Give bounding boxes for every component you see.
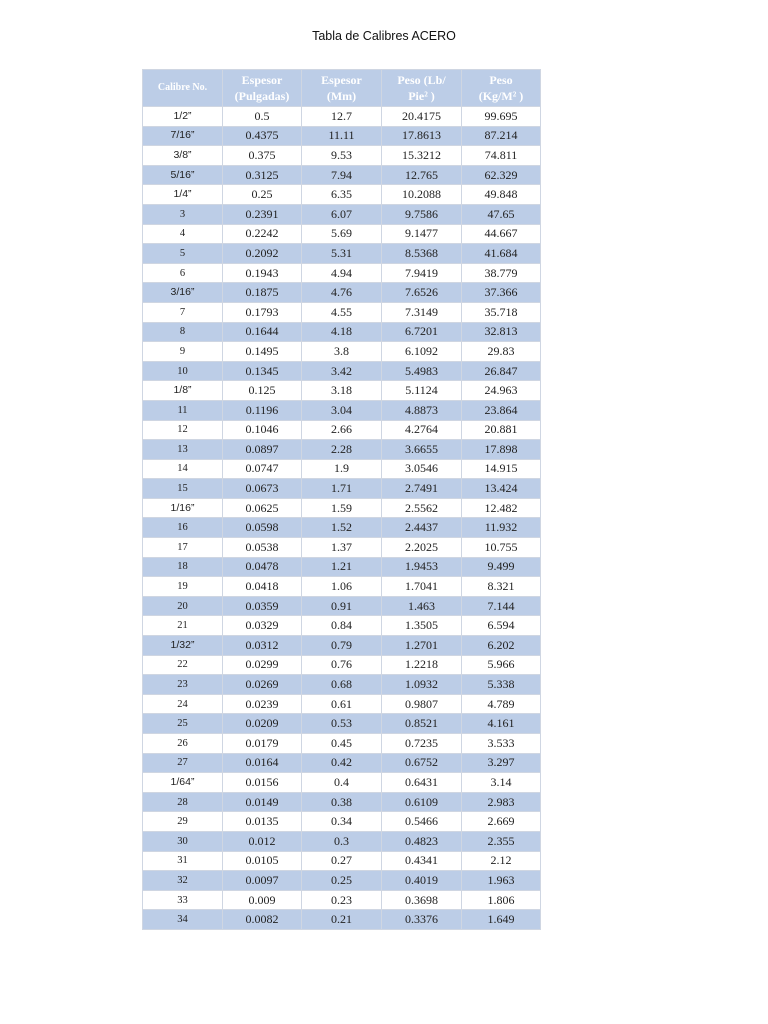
cell-espesor-mm: 1.9 [302, 459, 382, 479]
header-peso-kg-line2: (Kg/M² ) [478, 89, 524, 103]
table-row [143, 577, 541, 597]
cell-peso-lb-pie2: 0.6752 [382, 753, 462, 773]
table-body [143, 107, 541, 930]
cell-peso-lb-pie2: 15.3212 [382, 146, 462, 166]
table-row [143, 773, 541, 793]
cell-peso-lb-pie2: 1.7041 [382, 577, 462, 597]
cell-espesor-pulgadas: 0.0082 [223, 910, 302, 930]
cell-calibre: 22 [143, 655, 223, 675]
cell-espesor-mm: 0.21 [302, 910, 382, 930]
table-row [143, 459, 541, 479]
cell-peso-lb-pie2: 0.4019 [382, 871, 462, 891]
cell-espesor-mm: 0.38 [302, 792, 382, 812]
cell-espesor-pulgadas: 0.5 [223, 107, 302, 127]
cell-espesor-pulgadas: 0.0105 [223, 851, 302, 871]
cell-peso-lb-pie2: 12.765 [382, 165, 462, 185]
cell-peso-lb-pie2: 17.8613 [382, 126, 462, 146]
cell-espesor-pulgadas: 0.0299 [223, 655, 302, 675]
cell-calibre: 1/16” [143, 498, 223, 518]
cell-peso-kg-m2: 9.499 [462, 557, 541, 577]
cell-peso-kg-m2: 23.864 [462, 400, 541, 420]
cell-peso-kg-m2: 4.789 [462, 694, 541, 714]
cell-peso-kg-m2: 2.983 [462, 792, 541, 812]
cell-peso-kg-m2: 2.669 [462, 812, 541, 832]
cell-espesor-pulgadas: 0.0625 [223, 498, 302, 518]
cell-calibre: 11 [143, 400, 223, 420]
cell-calibre: 23 [143, 675, 223, 695]
cell-espesor-mm: 1.21 [302, 557, 382, 577]
cell-espesor-mm: 0.61 [302, 694, 382, 714]
cell-espesor-pulgadas: 0.1495 [223, 342, 302, 362]
cell-espesor-pulgadas: 0.0329 [223, 616, 302, 636]
table-row [143, 871, 541, 891]
cell-espesor-mm: 4.94 [302, 263, 382, 283]
cell-espesor-mm: 9.53 [302, 146, 382, 166]
table-row [143, 107, 541, 127]
cell-peso-lb-pie2: 2.2025 [382, 538, 462, 558]
table-row [143, 440, 541, 460]
header-peso-lb-line1: Peso (Lb/ [397, 73, 446, 87]
cell-espesor-mm: 2.28 [302, 440, 382, 460]
cell-espesor-mm: 3.42 [302, 361, 382, 381]
cell-espesor-pulgadas: 0.1046 [223, 420, 302, 440]
cell-espesor-pulgadas: 0.0209 [223, 714, 302, 734]
cell-espesor-pulgadas: 0.0164 [223, 753, 302, 773]
cell-espesor-mm: 0.42 [302, 753, 382, 773]
table-row [143, 694, 541, 714]
cell-peso-kg-m2: 37.366 [462, 283, 541, 303]
table-row [143, 126, 541, 146]
cell-peso-lb-pie2: 5.4983 [382, 361, 462, 381]
cell-espesor-pulgadas: 0.0135 [223, 812, 302, 832]
table-row [143, 185, 541, 205]
cell-espesor-mm: 11.11 [302, 126, 382, 146]
cell-peso-lb-pie2: 4.2764 [382, 420, 462, 440]
cell-calibre: 1/32” [143, 636, 223, 656]
table-row [143, 244, 541, 264]
cell-peso-kg-m2: 7.144 [462, 596, 541, 616]
cell-peso-kg-m2: 99.695 [462, 107, 541, 127]
cell-peso-kg-m2: 62.329 [462, 165, 541, 185]
cell-espesor-mm: 4.55 [302, 302, 382, 322]
header-peso-lb [382, 70, 462, 107]
table-row [143, 636, 541, 656]
cell-peso-lb-pie2: 7.3149 [382, 302, 462, 322]
cell-peso-kg-m2: 49.848 [462, 185, 541, 205]
cell-peso-kg-m2: 1.649 [462, 910, 541, 930]
cell-peso-kg-m2: 47.65 [462, 204, 541, 224]
cell-calibre: 29 [143, 812, 223, 832]
cell-espesor-mm: 12.7 [302, 107, 382, 127]
table-row [143, 557, 541, 577]
cell-peso-kg-m2: 6.594 [462, 616, 541, 636]
cell-espesor-pulgadas: 0.1793 [223, 302, 302, 322]
cell-calibre: 24 [143, 694, 223, 714]
cell-calibre: 7 [143, 302, 223, 322]
cell-peso-lb-pie2: 0.9807 [382, 694, 462, 714]
cell-peso-lb-pie2: 4.8873 [382, 400, 462, 420]
cell-peso-lb-pie2: 2.5562 [382, 498, 462, 518]
cell-peso-kg-m2: 11.932 [462, 518, 541, 538]
table-row [143, 420, 541, 440]
cell-calibre: 10 [143, 361, 223, 381]
header-espesor-pulgadas-line2: (Pulgadas) [234, 89, 290, 103]
cell-peso-lb-pie2: 1.9453 [382, 557, 462, 577]
header-peso-kg-line1: Peso [489, 73, 513, 87]
cell-calibre: 27 [143, 753, 223, 773]
cell-peso-kg-m2: 1.963 [462, 871, 541, 891]
cell-peso-kg-m2: 87.214 [462, 126, 541, 146]
cell-peso-kg-m2: 35.718 [462, 302, 541, 322]
cell-peso-lb-pie2: 5.1124 [382, 381, 462, 401]
table-row [143, 381, 541, 401]
cell-espesor-pulgadas: 0.25 [223, 185, 302, 205]
cell-peso-lb-pie2: 0.6431 [382, 773, 462, 793]
cell-espesor-pulgadas: 0.2391 [223, 204, 302, 224]
cell-espesor-mm: 0.4 [302, 773, 382, 793]
cell-calibre: 9 [143, 342, 223, 362]
cell-espesor-pulgadas: 0.0538 [223, 538, 302, 558]
cell-calibre: 5/16” [143, 165, 223, 185]
table-row [143, 146, 541, 166]
cell-calibre: 3/8” [143, 146, 223, 166]
table-row [143, 753, 541, 773]
page-title: Tabla de Calibres ACERO [312, 29, 456, 43]
cell-espesor-pulgadas: 0.3125 [223, 165, 302, 185]
table-row [143, 851, 541, 871]
cell-calibre: 5 [143, 244, 223, 264]
cell-espesor-pulgadas: 0.0149 [223, 792, 302, 812]
cell-calibre: 1/8” [143, 381, 223, 401]
table-row [143, 675, 541, 695]
cell-peso-kg-m2: 3.533 [462, 734, 541, 754]
table-row [143, 910, 541, 930]
cell-espesor-pulgadas: 0.0598 [223, 518, 302, 538]
table-row [143, 302, 541, 322]
cell-peso-kg-m2: 4.161 [462, 714, 541, 734]
cell-calibre: 3/16” [143, 283, 223, 303]
cell-calibre: 3 [143, 204, 223, 224]
table-row [143, 792, 541, 812]
cell-espesor-mm: 1.06 [302, 577, 382, 597]
cell-peso-kg-m2: 24.963 [462, 381, 541, 401]
cell-espesor-mm: 1.59 [302, 498, 382, 518]
cell-espesor-pulgadas: 0.125 [223, 381, 302, 401]
cell-calibre: 15 [143, 479, 223, 499]
cell-calibre: 1/64” [143, 773, 223, 793]
cell-espesor-pulgadas: 0.4375 [223, 126, 302, 146]
gauge-table [142, 69, 541, 930]
cell-peso-kg-m2: 5.338 [462, 675, 541, 695]
cell-espesor-pulgadas: 0.2092 [223, 244, 302, 264]
cell-espesor-pulgadas: 0.0897 [223, 440, 302, 460]
cell-espesor-pulgadas: 0.2242 [223, 224, 302, 244]
cell-espesor-mm: 5.69 [302, 224, 382, 244]
header-calibre-label: Calibre No. [157, 82, 208, 93]
cell-calibre: 4 [143, 224, 223, 244]
header-calibre [143, 70, 223, 107]
cell-espesor-mm: 0.27 [302, 851, 382, 871]
cell-peso-lb-pie2: 0.4823 [382, 831, 462, 851]
cell-peso-lb-pie2: 7.9419 [382, 263, 462, 283]
cell-calibre: 6 [143, 263, 223, 283]
table-row [143, 342, 541, 362]
cell-peso-kg-m2: 14.915 [462, 459, 541, 479]
cell-peso-kg-m2: 44.667 [462, 224, 541, 244]
table-header-row [143, 70, 541, 107]
cell-espesor-mm: 0.76 [302, 655, 382, 675]
cell-peso-kg-m2: 38.779 [462, 263, 541, 283]
header-espesor-pulgadas-line1: Espesor [241, 73, 283, 87]
table-row [143, 165, 541, 185]
cell-peso-kg-m2: 17.898 [462, 440, 541, 460]
cell-calibre: 31 [143, 851, 223, 871]
cell-peso-lb-pie2: 1.3505 [382, 616, 462, 636]
cell-espesor-mm: 1.37 [302, 538, 382, 558]
cell-peso-lb-pie2: 2.7491 [382, 479, 462, 499]
cell-espesor-pulgadas: 0.1875 [223, 283, 302, 303]
cell-espesor-mm: 2.66 [302, 420, 382, 440]
cell-espesor-pulgadas: 0.0179 [223, 734, 302, 754]
cell-peso-kg-m2: 6.202 [462, 636, 541, 656]
cell-peso-lb-pie2: 0.6109 [382, 792, 462, 812]
cell-peso-lb-pie2: 6.7201 [382, 322, 462, 342]
cell-espesor-mm: 0.45 [302, 734, 382, 754]
header-espesor-mm-line2: (Mm) [326, 89, 357, 103]
cell-espesor-mm: 0.53 [302, 714, 382, 734]
cell-peso-kg-m2: 10.755 [462, 538, 541, 558]
cell-espesor-pulgadas: 0.1644 [223, 322, 302, 342]
header-peso-kg [462, 70, 541, 107]
table-row [143, 204, 541, 224]
table-row [143, 479, 541, 499]
cell-peso-kg-m2: 41.684 [462, 244, 541, 264]
cell-peso-lb-pie2: 0.5466 [382, 812, 462, 832]
cell-peso-lb-pie2: 1.463 [382, 596, 462, 616]
table-row [143, 655, 541, 675]
cell-espesor-mm: 0.91 [302, 596, 382, 616]
cell-calibre: 1/4” [143, 185, 223, 205]
cell-calibre: 20 [143, 596, 223, 616]
cell-calibre: 16 [143, 518, 223, 538]
cell-peso-lb-pie2: 6.1092 [382, 342, 462, 362]
cell-espesor-mm: 6.35 [302, 185, 382, 205]
cell-peso-lb-pie2: 7.6526 [382, 283, 462, 303]
table-row [143, 283, 541, 303]
cell-espesor-pulgadas: 0.0239 [223, 694, 302, 714]
cell-peso-kg-m2: 8.321 [462, 577, 541, 597]
cell-espesor-mm: 3.8 [302, 342, 382, 362]
cell-peso-kg-m2: 2.355 [462, 831, 541, 851]
cell-peso-lb-pie2: 9.1477 [382, 224, 462, 244]
table-row [143, 734, 541, 754]
header-peso-lb-line2: Pie² ) [408, 89, 435, 103]
cell-peso-kg-m2: 5.966 [462, 655, 541, 675]
cell-peso-lb-pie2: 0.4341 [382, 851, 462, 871]
cell-espesor-pulgadas: 0.0747 [223, 459, 302, 479]
cell-espesor-pulgadas: 0.012 [223, 831, 302, 851]
table-row [143, 831, 541, 851]
cell-calibre: 18 [143, 557, 223, 577]
cell-espesor-mm: 0.25 [302, 871, 382, 891]
table-row [143, 400, 541, 420]
table-row [143, 498, 541, 518]
cell-peso-lb-pie2: 3.0546 [382, 459, 462, 479]
table-row [143, 518, 541, 538]
cell-peso-lb-pie2: 1.2218 [382, 655, 462, 675]
table-row [143, 322, 541, 342]
table-row [143, 361, 541, 381]
cell-peso-lb-pie2: 0.3376 [382, 910, 462, 930]
cell-calibre: 14 [143, 459, 223, 479]
cell-peso-lb-pie2: 2.4437 [382, 518, 462, 538]
table-row [143, 538, 541, 558]
cell-espesor-pulgadas: 0.009 [223, 890, 302, 910]
cell-espesor-mm: 0.84 [302, 616, 382, 636]
cell-espesor-mm: 0.68 [302, 675, 382, 695]
cell-espesor-pulgadas: 0.1196 [223, 400, 302, 420]
cell-calibre: 25 [143, 714, 223, 734]
cell-espesor-mm: 5.31 [302, 244, 382, 264]
cell-espesor-pulgadas: 0.1943 [223, 263, 302, 283]
cell-espesor-pulgadas: 0.0156 [223, 773, 302, 793]
cell-espesor-mm: 0.23 [302, 890, 382, 910]
cell-peso-lb-pie2: 1.0932 [382, 675, 462, 695]
cell-peso-kg-m2: 12.482 [462, 498, 541, 518]
cell-peso-kg-m2: 20.881 [462, 420, 541, 440]
cell-peso-kg-m2: 29.83 [462, 342, 541, 362]
cell-espesor-pulgadas: 0.1345 [223, 361, 302, 381]
cell-calibre: 1/2” [143, 107, 223, 127]
cell-espesor-pulgadas: 0.0269 [223, 675, 302, 695]
cell-espesor-mm: 0.79 [302, 636, 382, 656]
cell-peso-kg-m2: 2.12 [462, 851, 541, 871]
cell-espesor-mm: 6.07 [302, 204, 382, 224]
cell-espesor-mm: 4.76 [302, 283, 382, 303]
table-row [143, 224, 541, 244]
cell-peso-lb-pie2: 0.7235 [382, 734, 462, 754]
cell-peso-kg-m2: 32.813 [462, 322, 541, 342]
cell-espesor-mm: 4.18 [302, 322, 382, 342]
table-row [143, 616, 541, 636]
cell-espesor-pulgadas: 0.0478 [223, 557, 302, 577]
table-row [143, 596, 541, 616]
table-row [143, 714, 541, 734]
cell-espesor-mm: 0.34 [302, 812, 382, 832]
cell-peso-lb-pie2: 3.6655 [382, 440, 462, 460]
cell-calibre: 8 [143, 322, 223, 342]
cell-peso-kg-m2: 26.847 [462, 361, 541, 381]
table-row [143, 263, 541, 283]
cell-espesor-mm: 3.04 [302, 400, 382, 420]
header-espesor-mm [302, 70, 382, 107]
cell-calibre: 7/16” [143, 126, 223, 146]
cell-espesor-pulgadas: 0.0673 [223, 479, 302, 499]
header-espesor-pulgadas [223, 70, 302, 107]
cell-calibre: 30 [143, 831, 223, 851]
cell-peso-lb-pie2: 20.4175 [382, 107, 462, 127]
cell-calibre: 12 [143, 420, 223, 440]
cell-peso-kg-m2: 1.806 [462, 890, 541, 910]
cell-espesor-pulgadas: 0.0097 [223, 871, 302, 891]
cell-calibre: 28 [143, 792, 223, 812]
cell-espesor-mm: 3.18 [302, 381, 382, 401]
cell-espesor-pulgadas: 0.0418 [223, 577, 302, 597]
cell-calibre: 33 [143, 890, 223, 910]
cell-peso-lb-pie2: 10.2088 [382, 185, 462, 205]
cell-calibre: 34 [143, 910, 223, 930]
cell-calibre: 26 [143, 734, 223, 754]
cell-espesor-mm: 7.94 [302, 165, 382, 185]
cell-peso-lb-pie2: 0.3698 [382, 890, 462, 910]
cell-peso-lb-pie2: 8.5368 [382, 244, 462, 264]
cell-peso-lb-pie2: 9.7586 [382, 204, 462, 224]
cell-peso-kg-m2: 3.14 [462, 773, 541, 793]
cell-espesor-pulgadas: 0.375 [223, 146, 302, 166]
cell-calibre: 17 [143, 538, 223, 558]
table-row [143, 890, 541, 910]
cell-peso-kg-m2: 3.297 [462, 753, 541, 773]
cell-peso-lb-pie2: 0.8521 [382, 714, 462, 734]
header-espesor-mm-line1: Espesor [321, 73, 362, 87]
cell-peso-lb-pie2: 1.2701 [382, 636, 462, 656]
cell-calibre: 32 [143, 871, 223, 891]
cell-espesor-mm: 0.3 [302, 831, 382, 851]
cell-calibre: 19 [143, 577, 223, 597]
table-row [143, 812, 541, 832]
cell-peso-kg-m2: 74.811 [462, 146, 541, 166]
cell-espesor-pulgadas: 0.0312 [223, 636, 302, 656]
cell-calibre: 21 [143, 616, 223, 636]
cell-espesor-mm: 1.71 [302, 479, 382, 499]
cell-espesor-pulgadas: 0.0359 [223, 596, 302, 616]
cell-calibre: 13 [143, 440, 223, 460]
cell-peso-kg-m2: 13.424 [462, 479, 541, 499]
cell-espesor-mm: 1.52 [302, 518, 382, 538]
